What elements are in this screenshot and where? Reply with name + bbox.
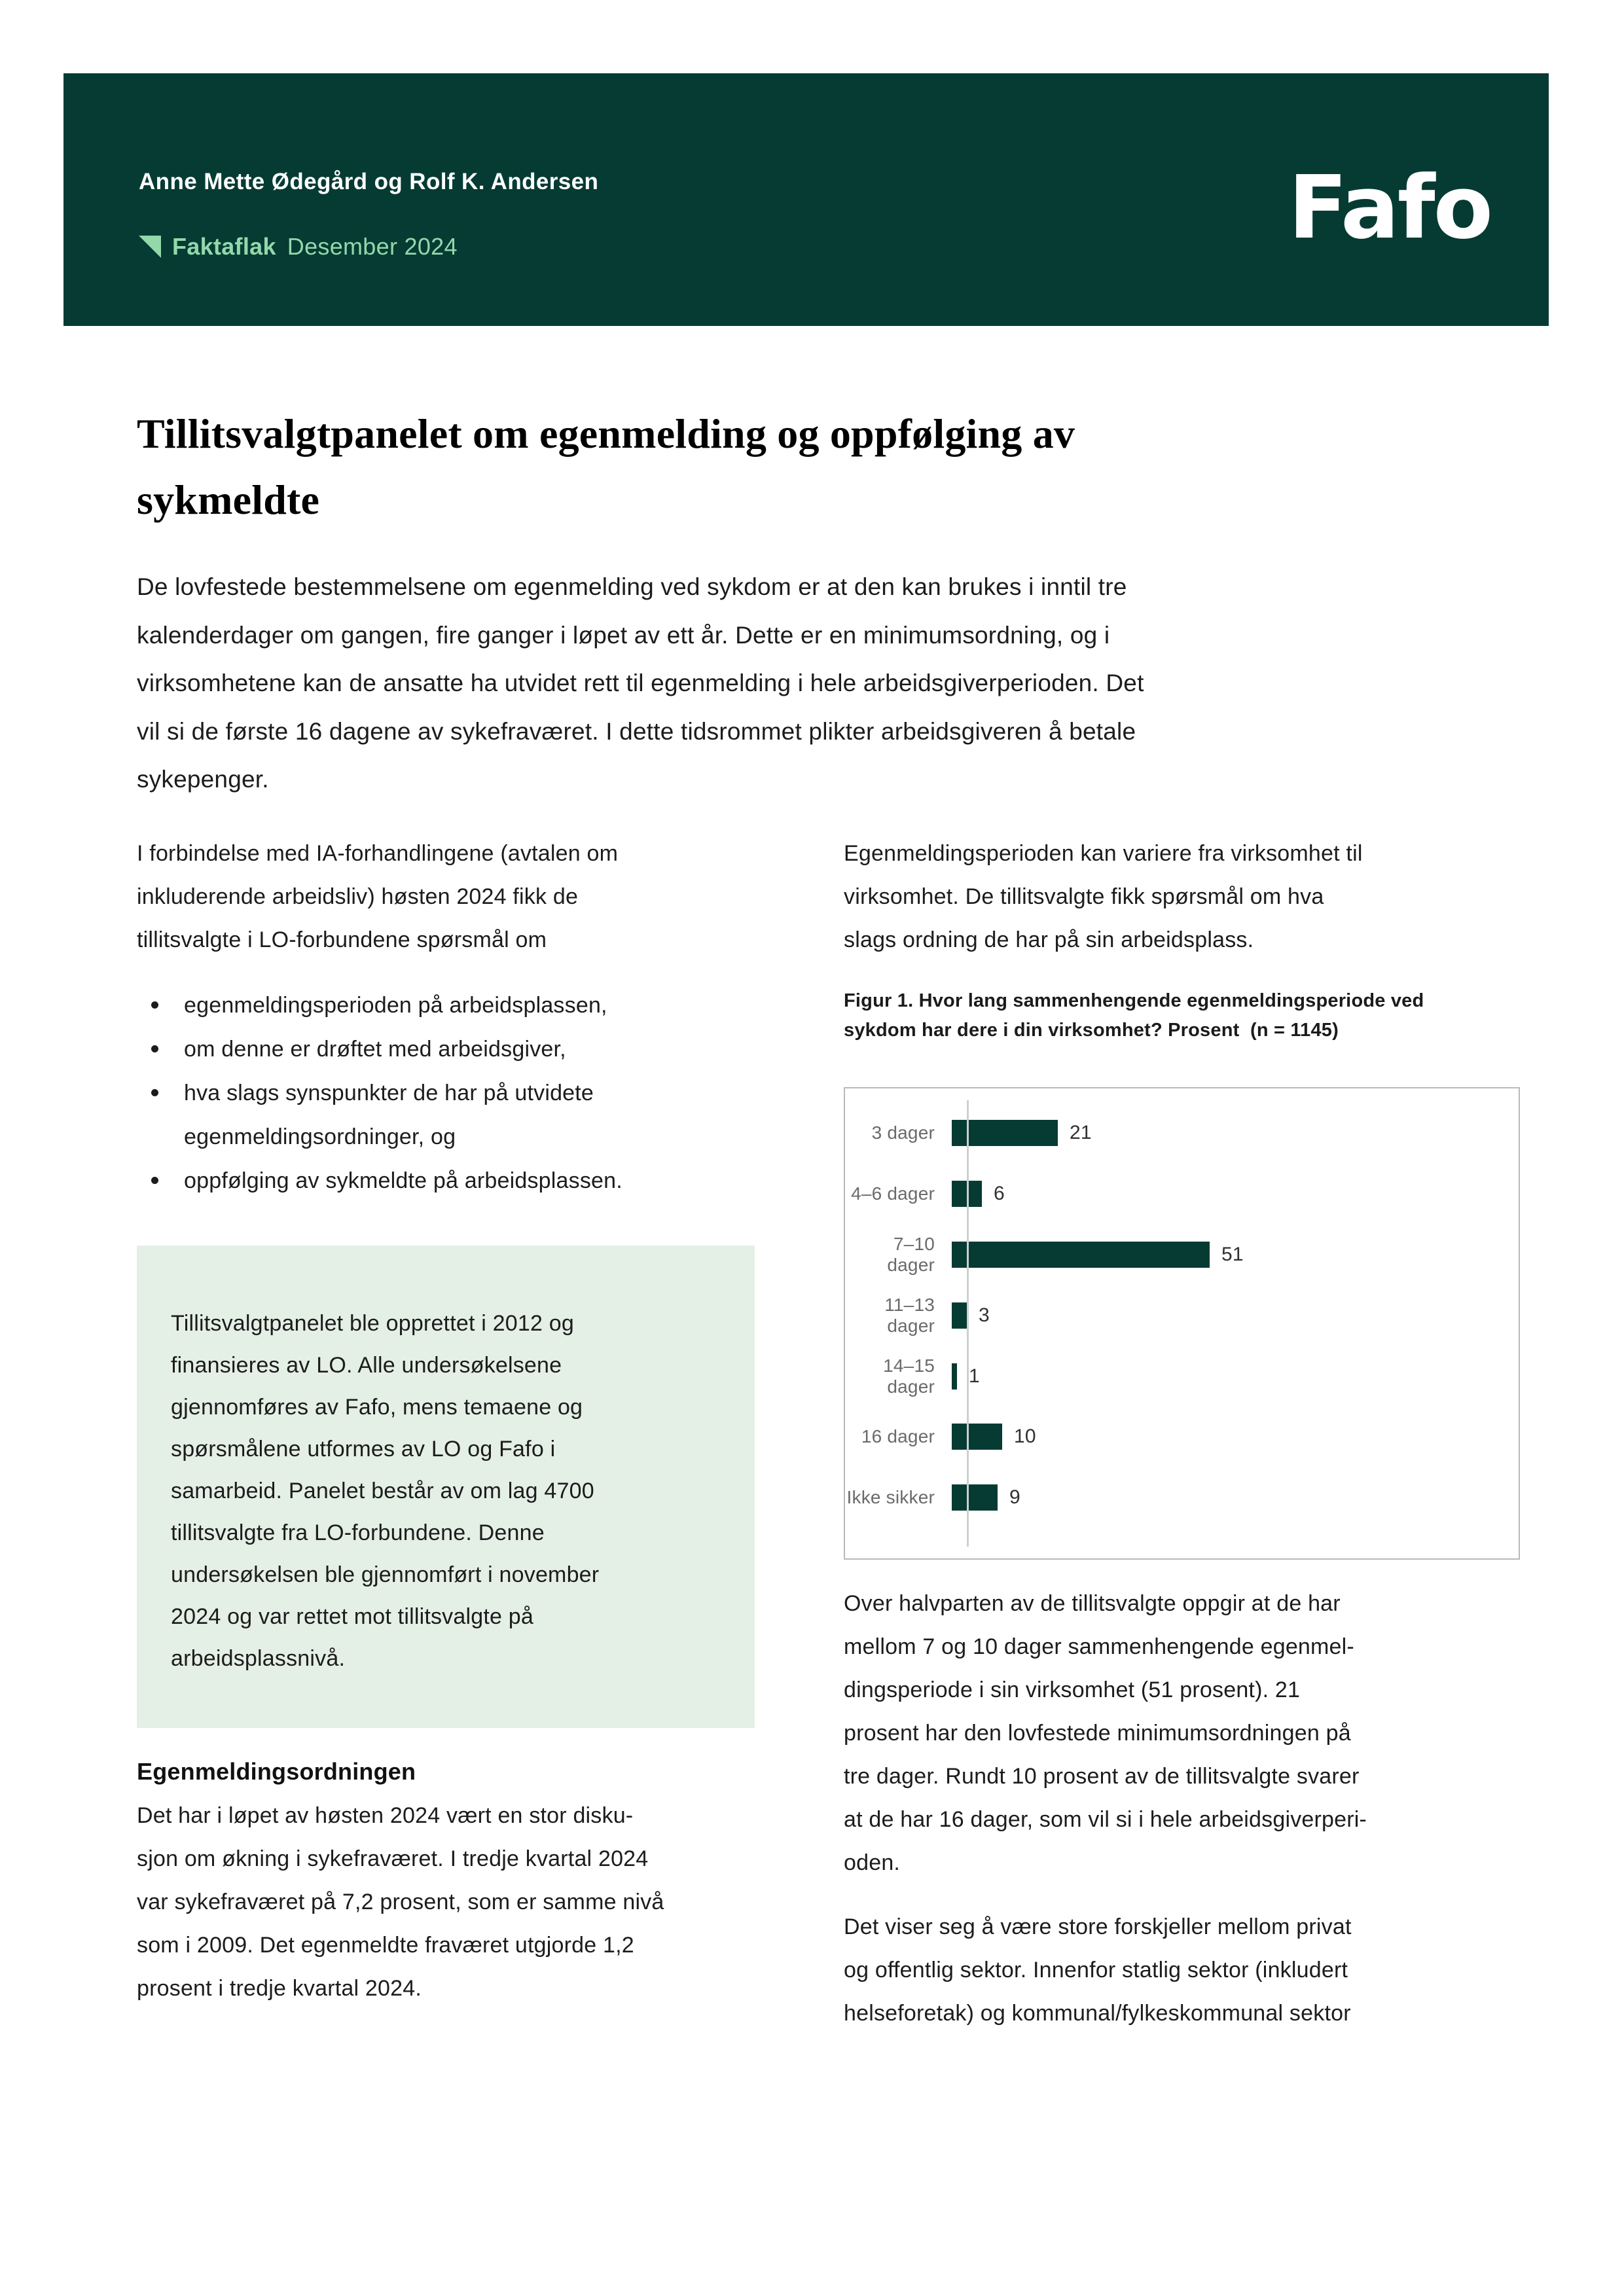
chart-value-label: 21 xyxy=(1070,1122,1092,1144)
chart-category-label: 16 dager xyxy=(861,1426,935,1447)
series-date: Desember 2024 xyxy=(287,233,458,260)
text-line: sjon om økning i sykefraværet. I tredje kvartal 2024 xyxy=(137,1846,649,1871)
chart-row xyxy=(845,1225,1519,1285)
text-line: prosent har den lovfestede minimumsordningen på xyxy=(844,1721,1351,1746)
chart-rows xyxy=(845,1103,1519,1528)
text-line: Det har i løpet av høsten 2024 vært en stor disku- xyxy=(137,1803,634,1828)
text-line: De lovfestede bestemmelsene om egenmelding ved sykdom er at den kan brukes i inntil tre xyxy=(137,573,1127,600)
text-line: som i 2009. Det egenmeldte fraværet utgjorde 1,2 xyxy=(137,1933,634,1958)
right-paragraph-2 xyxy=(844,1582,1525,1884)
chart-bar xyxy=(952,1242,1210,1268)
section-heading: Egenmeldingsordningen xyxy=(137,1758,416,1785)
series-label: Faktaflak xyxy=(172,233,276,260)
chart-bar xyxy=(952,1302,967,1329)
text-line: prosent i tredje kvartal 2024. xyxy=(137,1976,422,2001)
text-line: tillitsvalgte fra LO-forbundene. Denne xyxy=(171,1520,545,1545)
chart-value-label: 1 xyxy=(969,1365,980,1387)
text-line: tre dager. Rundt 10 prosent av de tillitsvalgte svarer xyxy=(844,1764,1360,1789)
text-line: spørsmålene utformes av LO og Fafo i xyxy=(171,1437,556,1462)
text-line: undersøkelsen ble gjennomført i november xyxy=(171,1562,600,1587)
chart-row xyxy=(845,1346,1519,1407)
chart-category-label: 7–10 dager xyxy=(887,1233,935,1275)
text-line: virksomhetene kan de ansatte ha utvidet rett til egenmelding i hele arbeidsgiverperioden. Det xyxy=(137,670,1144,696)
text-line: egenmeldingsperioden på arbeidsplassen, xyxy=(184,993,607,1018)
text-line: Figur 1. Hvor lang sammenhengende egenmeldingsperiode ved xyxy=(844,990,1424,1011)
text-line: oppfølging av sykmeldte på arbeidsplassen. xyxy=(184,1168,623,1193)
chart-value-label: 51 xyxy=(1221,1243,1244,1265)
text-line: virksomhet. De tillitsvalgte fikk spørsmål om hva xyxy=(844,884,1324,909)
bullet-item xyxy=(137,1071,755,1159)
figure-caption xyxy=(844,986,1525,1045)
right-paragraph-1 xyxy=(844,832,1525,961)
left-column xyxy=(137,832,755,2035)
left-paragraph-1 xyxy=(137,832,755,961)
text-line: hva slags synspunkter de har på utvidete xyxy=(184,1081,594,1105)
text-line: sykdom har dere i din virksomhet? Prosent (n = 1145) xyxy=(844,1020,1339,1041)
chart-bar xyxy=(952,1363,957,1390)
text-line: vil si de første 16 dagene av sykefraværet. I dette tidsrommet plikter arbeidsgiveren å betale xyxy=(137,717,1136,745)
chart-bar xyxy=(952,1424,1002,1450)
text-line: helseforetak) og kommunal/fylkeskommunal sektor xyxy=(844,2001,1351,2026)
text-line: og offentlig sektor. Innenfor statlig sektor (inkludert xyxy=(844,1958,1348,1982)
text-line: Det viser seg å være store forskjeller mellom privat xyxy=(844,1914,1352,1939)
text-line: Over halvparten av de tillitsvalgte oppgir at de har xyxy=(844,1591,1341,1616)
authors: Anne Mette Ødegård og Rolf K. Andersen xyxy=(139,169,599,194)
figure-1-chart xyxy=(844,1087,1520,1560)
text-line: sykepenger. xyxy=(137,766,269,793)
chart-category-label: 11–13 dager xyxy=(884,1294,935,1336)
text-line: oden. xyxy=(844,1850,901,1875)
fafo-logo: Fafo xyxy=(1288,158,1491,259)
columns xyxy=(137,832,1525,2035)
right-paragraph-3 xyxy=(844,1905,1525,2035)
chart-value-label: 10 xyxy=(1014,1426,1036,1448)
bullet-item xyxy=(137,984,755,1028)
chart-value-label: 6 xyxy=(994,1183,1005,1205)
intro-paragraph xyxy=(137,563,1525,804)
page-title xyxy=(137,401,1564,533)
text-line: egenmeldingsordninger, og xyxy=(184,1124,456,1149)
chart-axis-line xyxy=(967,1100,969,1547)
text-line: kalenderdager om gangen, fire ganger i løpet av ett år. Dette er en minimumsordning, og i xyxy=(137,621,1110,649)
text-line: sykmeldte xyxy=(137,476,320,523)
text-line: var sykefraværet på 7,2 prosent, som er samme nivå xyxy=(137,1890,664,1914)
triangle-icon xyxy=(139,236,161,264)
chart-row xyxy=(845,1467,1519,1528)
text-line: samarbeid. Panelet består av om lag 4700 xyxy=(171,1479,594,1503)
chart-category-label: Ikke sikker xyxy=(846,1487,935,1508)
text-line: at de har 16 dager, som vil si i hele arbeidsgiverperi- xyxy=(844,1807,1367,1832)
text-line: inkluderende arbeidsliv) høsten 2024 fikk de xyxy=(137,884,579,909)
series-line xyxy=(139,233,458,264)
info-box xyxy=(137,1246,755,1728)
chart-row xyxy=(845,1407,1519,1467)
text-line: slags ordning de har på sin arbeidsplass. xyxy=(844,927,1254,952)
text-line: Tillitsvalgtpanelet om egenmelding og oppfølging av xyxy=(137,410,1075,457)
text-line: Egenmeldingsperioden kan variere fra virksomhet til xyxy=(844,841,1363,866)
text-line: gjennomføres av Fafo, mens temaene og xyxy=(171,1395,583,1420)
header-band xyxy=(63,73,1549,326)
text-line: Tillitsvalgtpanelet ble opprettet i 2012 og xyxy=(171,1311,574,1336)
text-line: tillitsvalgte i LO-forbundene spørsmål om xyxy=(137,927,547,952)
chart-value-label: 3 xyxy=(979,1304,990,1326)
bullet-item xyxy=(137,1159,755,1203)
left-paragraph-2 xyxy=(137,1794,755,2010)
text-line: mellom 7 og 10 dager sammenhengende egenmel- xyxy=(844,1634,1354,1659)
text-line: om denne er drøftet med arbeidsgiver, xyxy=(184,1037,566,1062)
text-line: arbeidsplassnivå. xyxy=(171,1646,346,1671)
chart-category-label: 14–15 dager xyxy=(883,1355,935,1397)
text-line: finansieres av LO. Alle undersøkelsene xyxy=(171,1353,562,1378)
chart-row xyxy=(845,1285,1519,1346)
chart-bar xyxy=(952,1484,998,1511)
chart-category-label: 4–6 dager xyxy=(851,1183,935,1204)
chart-value-label: 9 xyxy=(1009,1486,1020,1509)
text-line: 2024 og var rettet mot tillitsvalgte på xyxy=(171,1604,533,1629)
text-line: I forbindelse med IA-forhandlingene (avtalen om xyxy=(137,841,619,866)
bullet-item xyxy=(137,1028,755,1071)
right-column xyxy=(844,832,1525,2035)
chart-row xyxy=(845,1164,1519,1225)
bullet-list xyxy=(137,984,755,1203)
chart-row xyxy=(845,1103,1519,1164)
chart-category-label: 3 dager xyxy=(871,1122,935,1143)
text-line: dingsperiode i sin virksomhet (51 prosent). 21 xyxy=(844,1677,1301,1702)
